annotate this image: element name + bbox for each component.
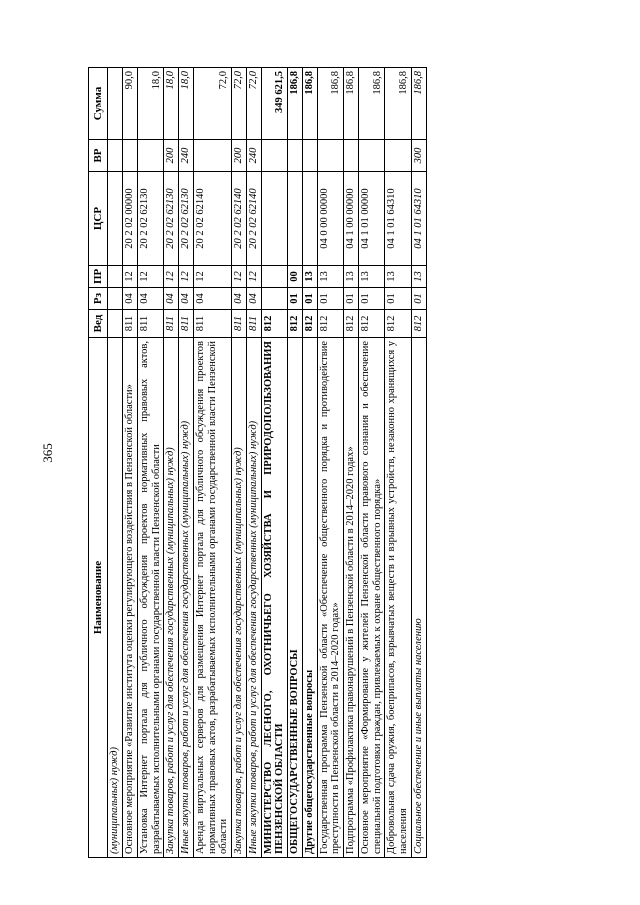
header-pr: ПР bbox=[89, 266, 108, 288]
cell-name: Иные закупки товаров, работ и услуг для обеспечения государственных (муниципальных) нужд) bbox=[179, 338, 194, 858]
cell-vr bbox=[108, 140, 123, 172]
table-row bbox=[193, 68, 231, 858]
cell-rz: 04 bbox=[246, 288, 261, 310]
cell-sum: 18,0 bbox=[179, 68, 194, 140]
cell-pr: 12 bbox=[123, 266, 138, 288]
cell-vr bbox=[317, 140, 344, 172]
cell-pr: 13 bbox=[411, 266, 426, 288]
cell-rz: 04 bbox=[179, 288, 194, 310]
cell-vr bbox=[302, 140, 317, 172]
cell-rz: 01 bbox=[385, 288, 412, 310]
cell-vr bbox=[288, 140, 303, 172]
cell-vr bbox=[193, 140, 231, 172]
cell-sum: 186,8 bbox=[317, 68, 344, 140]
cell-pr bbox=[261, 266, 288, 288]
cell-csr: 20 2 02 62130 bbox=[179, 172, 194, 266]
cell-name: Подпрограмма «Профилактика правонарушений в Пензенской области в 2014–2020 годах» bbox=[344, 338, 359, 858]
table-row bbox=[108, 68, 123, 858]
cell-ved: 812 bbox=[358, 310, 385, 338]
cell-name: Аренда виртуальных серверов для размещения Интернет портала для публичного обсуждения проектов нормативных правовых актов, разрабатываемых исполнительными органами государственной власти Пензенской области bbox=[193, 338, 231, 858]
cell-rz: 01 bbox=[317, 288, 344, 310]
cell-name: Социальное обеспечение и иные выплаты населению bbox=[411, 338, 426, 858]
cell-csr bbox=[288, 172, 303, 266]
cell-csr: 20 2 02 62140 bbox=[246, 172, 261, 266]
cell-rz: 01 bbox=[411, 288, 426, 310]
cell-sum: 18,0 bbox=[137, 68, 164, 140]
cell-sum: 72,0 bbox=[232, 68, 247, 140]
table-row bbox=[164, 68, 179, 858]
cell-ved: 811 bbox=[123, 310, 138, 338]
cell-vr: 200 bbox=[232, 140, 247, 172]
cell-rz bbox=[261, 288, 288, 310]
cell-ved: 811 bbox=[164, 310, 179, 338]
cell-ved: 812 bbox=[302, 310, 317, 338]
cell-vr bbox=[358, 140, 385, 172]
header-csr: ЦСР bbox=[89, 172, 108, 266]
cell-vr bbox=[344, 140, 359, 172]
cell-vr: 200 bbox=[164, 140, 179, 172]
cell-rz: 04 bbox=[232, 288, 247, 310]
cell-sum: 186,8 bbox=[411, 68, 426, 140]
cell-pr: 13 bbox=[344, 266, 359, 288]
cell-rz: 04 bbox=[164, 288, 179, 310]
cell-sum: 186,8 bbox=[358, 68, 385, 140]
cell-sum: 90,0 bbox=[123, 68, 138, 140]
cell-csr: 04 1 01 64310 bbox=[385, 172, 412, 266]
cell-csr: 20 2 02 62140 bbox=[193, 172, 231, 266]
cell-csr: 20 2 02 62130 bbox=[164, 172, 179, 266]
cell-pr: 12 bbox=[193, 266, 231, 288]
cell-pr bbox=[108, 266, 123, 288]
header-ved: Вед bbox=[89, 310, 108, 338]
cell-ved: 812 bbox=[288, 310, 303, 338]
budget-table-rotated bbox=[88, 68, 427, 858]
cell-ved: 811 bbox=[137, 310, 164, 338]
cell-pr: 13 bbox=[385, 266, 412, 288]
cell-pr: 13 bbox=[358, 266, 385, 288]
cell-rz: 04 bbox=[123, 288, 138, 310]
cell-sum bbox=[108, 68, 123, 140]
cell-vr bbox=[123, 140, 138, 172]
cell-pr: 12 bbox=[246, 266, 261, 288]
table-row bbox=[411, 68, 426, 858]
table-header-row bbox=[89, 68, 108, 858]
cell-name: Закупка товаров, работ и услуг для обеспечения государственных (муниципальных) нужд) bbox=[164, 338, 179, 858]
table-row bbox=[344, 68, 359, 858]
table-row bbox=[385, 68, 412, 858]
cell-ved bbox=[108, 310, 123, 338]
cell-vr: 240 bbox=[179, 140, 194, 172]
header-name: Наименование bbox=[89, 338, 108, 858]
cell-rz: 01 bbox=[302, 288, 317, 310]
cell-ved: 811 bbox=[179, 310, 194, 338]
cell-sum: 186,8 bbox=[385, 68, 412, 140]
cell-ved: 811 bbox=[193, 310, 231, 338]
table-row bbox=[288, 68, 303, 858]
cell-csr: 20 2 02 62130 bbox=[137, 172, 164, 266]
header-vr: ВР bbox=[89, 140, 108, 172]
table-row bbox=[261, 68, 288, 858]
page-number: 365 bbox=[39, 443, 55, 463]
cell-name: ОБЩЕГОСУДАРСТВЕННЫЕ ВОПРОСЫ bbox=[288, 338, 303, 858]
cell-pr: 12 bbox=[179, 266, 194, 288]
cell-name: МИНИСТЕРСТВО ЛЕСНОГО, ОХОТНИЧЬЕГО ХОЗЯЙСТВА И ПРИРОДОПОЛЬЗОВАНИЯ ПЕНЗЕНСКОЙ ОБЛАСТИ bbox=[261, 338, 288, 858]
cell-csr: 04 0 00 00000 bbox=[317, 172, 344, 266]
cell-name: (муниципальных) нужд) bbox=[108, 338, 123, 858]
cell-sum: 186,8 bbox=[344, 68, 359, 140]
cell-rz: 04 bbox=[193, 288, 231, 310]
cell-rz: 01 bbox=[358, 288, 385, 310]
cell-pr: 12 bbox=[164, 266, 179, 288]
cell-sum: 18,0 bbox=[164, 68, 179, 140]
cell-pr: 13 bbox=[317, 266, 344, 288]
cell-csr: 04 1 00 00000 bbox=[344, 172, 359, 266]
cell-pr: 00 bbox=[288, 266, 303, 288]
table-row bbox=[123, 68, 138, 858]
table-row bbox=[137, 68, 164, 858]
cell-name: Основное мероприятие «Развитие института оценки регулирующего воздействия в Пензенской области» bbox=[123, 338, 138, 858]
cell-csr bbox=[108, 172, 123, 266]
cell-rz: 01 bbox=[344, 288, 359, 310]
cell-ved: 812 bbox=[261, 310, 288, 338]
table-row bbox=[232, 68, 247, 858]
cell-vr: 240 bbox=[246, 140, 261, 172]
cell-ved: 812 bbox=[317, 310, 344, 338]
cell-sum: 186,8 bbox=[302, 68, 317, 140]
cell-ved: 811 bbox=[232, 310, 247, 338]
cell-csr bbox=[302, 172, 317, 266]
cell-ved: 811 bbox=[246, 310, 261, 338]
cell-name: Иные закупки товаров, работ и услуг для обеспечения государственных (муниципальных) нужд) bbox=[246, 338, 261, 858]
table-row bbox=[179, 68, 194, 858]
cell-ved: 812 bbox=[344, 310, 359, 338]
cell-sum: 186,8 bbox=[288, 68, 303, 140]
cell-csr: 04 1 01 00000 bbox=[358, 172, 385, 266]
cell-csr: 04 1 01 64310 bbox=[411, 172, 426, 266]
cell-rz: 01 bbox=[288, 288, 303, 310]
cell-name: Закупка товаров, работ и услуг для обеспечения государственных (муниципальных) нужд) bbox=[232, 338, 247, 858]
table-row bbox=[317, 68, 344, 858]
cell-ved: 812 bbox=[411, 310, 426, 338]
cell-name: Добровольная сдача оружия, боеприпасов, взрывчатых веществ и взрывных устройств, незаконно хранящихся у населения bbox=[385, 338, 412, 858]
cell-vr bbox=[385, 140, 412, 172]
cell-name: Другие общегосударственные вопросы bbox=[302, 338, 317, 858]
cell-pr: 12 bbox=[137, 266, 164, 288]
table-row bbox=[358, 68, 385, 858]
cell-csr: 20 2 02 00000 bbox=[123, 172, 138, 266]
header-sum: Сумма bbox=[89, 68, 108, 140]
cell-sum: 349 621,5 bbox=[261, 68, 288, 140]
cell-rz bbox=[108, 288, 123, 310]
table-row bbox=[302, 68, 317, 858]
budget-table bbox=[88, 67, 427, 858]
cell-rz: 04 bbox=[137, 288, 164, 310]
cell-csr bbox=[261, 172, 288, 266]
cell-vr bbox=[261, 140, 288, 172]
cell-vr bbox=[137, 140, 164, 172]
cell-pr: 12 bbox=[232, 266, 247, 288]
table-row bbox=[246, 68, 261, 858]
cell-vr: 300 bbox=[411, 140, 426, 172]
cell-name: Основное мероприятие «Формирование у жителей Пензенской области правового сознания и обеспечение специальной подготовки граждан, привлекаемых к охране общественного порядка» bbox=[358, 338, 385, 858]
cell-pr: 13 bbox=[302, 266, 317, 288]
cell-sum: 72,0 bbox=[246, 68, 261, 140]
cell-name: Установка Интернет портала для публичного обсуждения проектов нормативных правовых актов, разрабатываемых исполнительными органами государственной власти Пензенской области bbox=[137, 338, 164, 858]
header-rz: Рз bbox=[89, 288, 108, 310]
cell-name: Государственная программа Пензенской области «Обеспечение общественного порядка и противодействие преступности в Пензенской области в 2014–2020 годах» bbox=[317, 338, 344, 858]
cell-csr: 20 2 02 62140 bbox=[232, 172, 247, 266]
cell-sum: 72,0 bbox=[193, 68, 231, 140]
cell-ved: 812 bbox=[385, 310, 412, 338]
